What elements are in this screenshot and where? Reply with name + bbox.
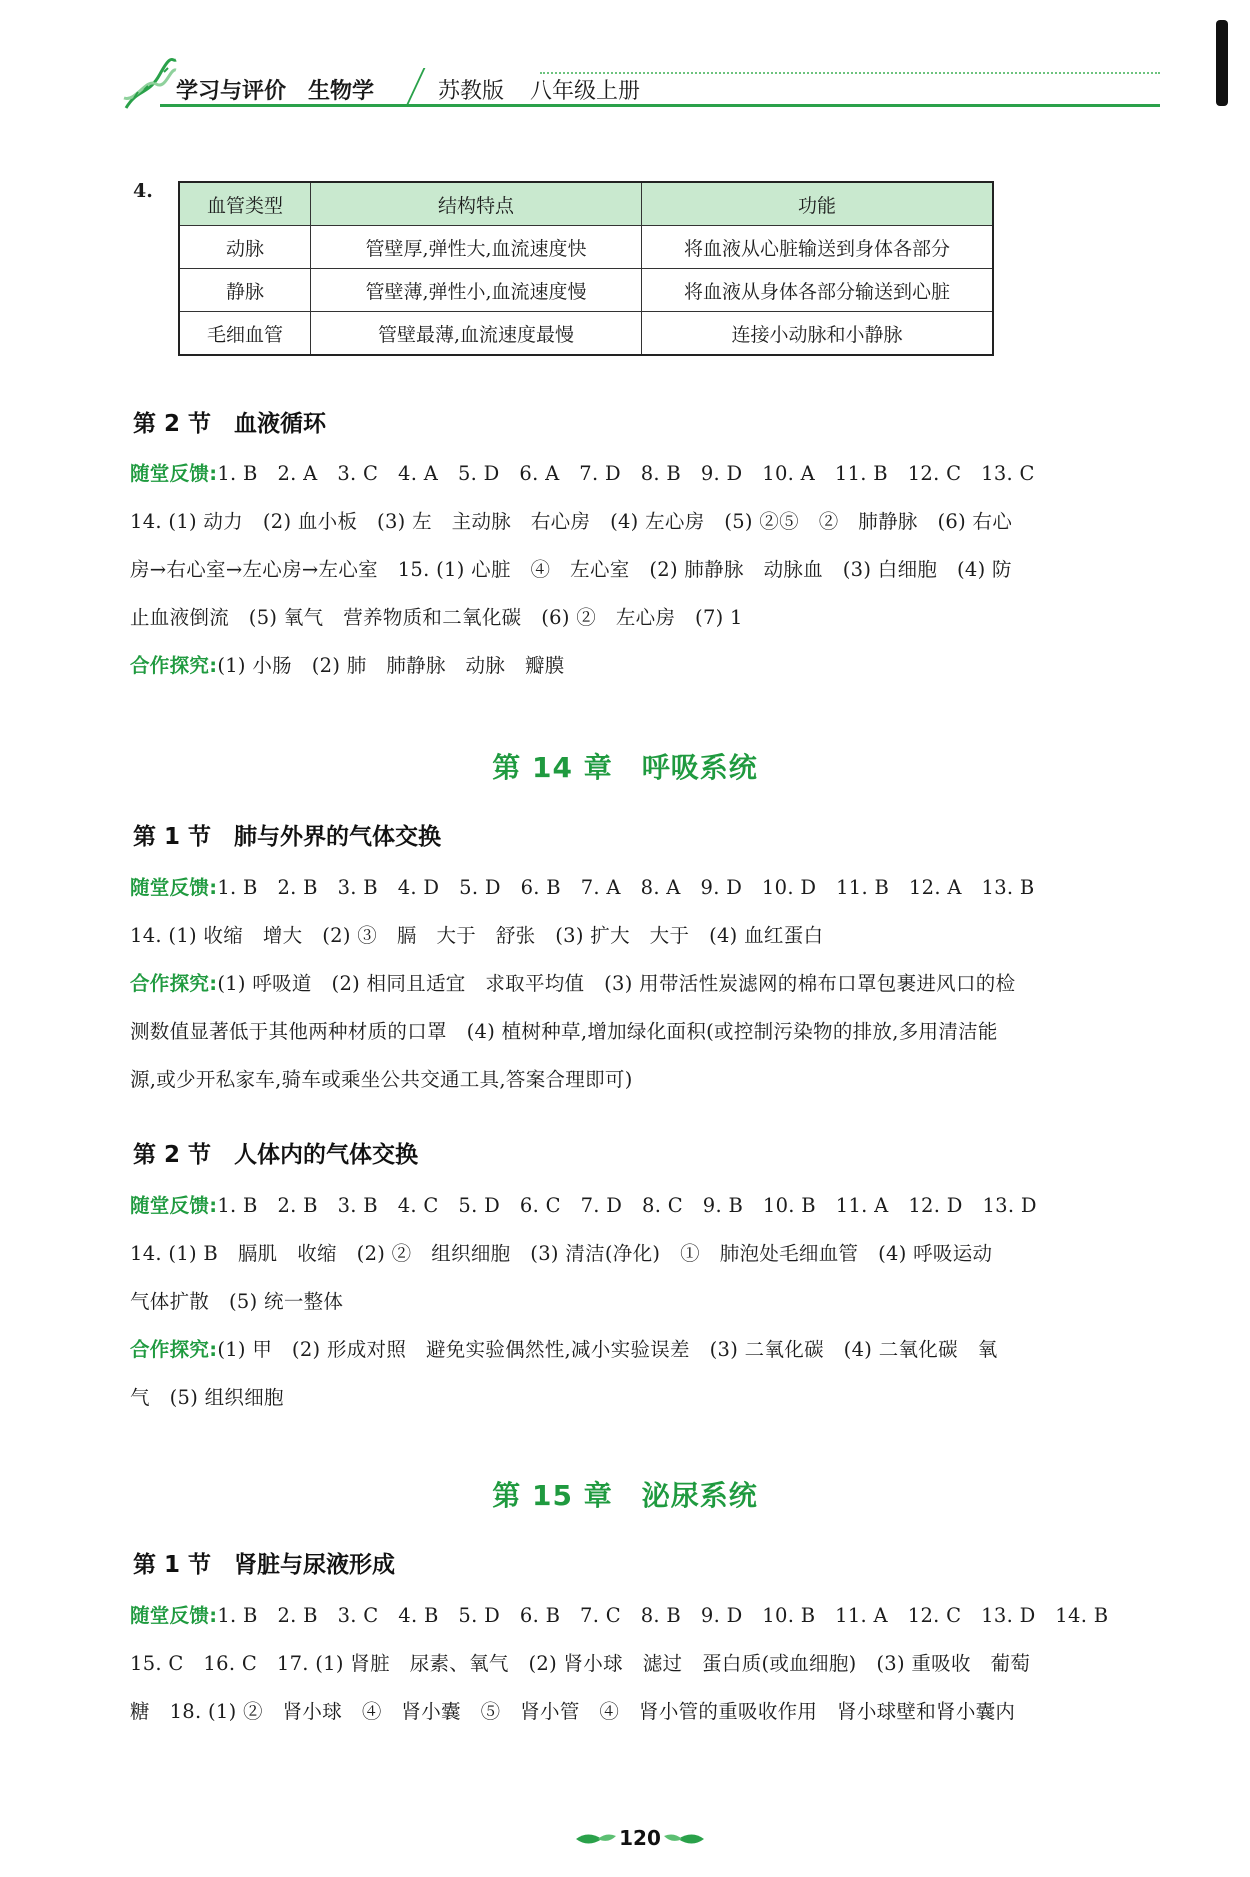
grade-label: 八年级上册 <box>530 79 641 104</box>
answer-line <box>130 650 1170 678</box>
answer-line: 测数值显著低于其他两种材质的口罩 (4) 植树种草,增加绿化面积(或控制污染物的排放,多用清洁能 <box>130 1020 998 1043</box>
table-cell: 动脉 <box>179 226 311 269</box>
table-cell: 将血液从心脏输送到身体各部分 <box>642 226 994 269</box>
answer-text: 1. B 2. B 3. C 4. B 5. D 6. B 7. C 8. B 9. D 10. B 11. A 12. C 13. D 14. B <box>217 1604 1109 1627</box>
table-header-cell: 血管类型 <box>179 182 311 226</box>
table-cell: 静脉 <box>179 269 311 312</box>
answer-line: 14. (1) 动力 (2) 血小板 (3) 左 主动脉 右心房 (4) 左心房 (5) ②⑤ ② 肺静脉 (6) 右心 <box>130 510 1013 533</box>
edition-label: 苏教版 <box>438 79 505 104</box>
feedback-label: 随堂反馈: <box>130 1604 218 1627</box>
explore-label: 合作探究: <box>130 972 218 995</box>
table-cell: 连接小动脉和小静脉 <box>642 312 994 356</box>
table-header-cell: 功能 <box>642 182 994 226</box>
answer-line <box>130 458 1170 486</box>
answer-line: 糖 18. (1) ② 肾小球 ④ 肾小囊 ⑤ 肾小管 ④ 肾小管的重吸收作用 肾小球壁和肾小囊内 <box>130 1700 1016 1723</box>
table-header-row <box>179 182 993 226</box>
explore-label: 合作探究: <box>130 654 218 677</box>
answer-line: 气 (5) 组织细胞 <box>130 1386 284 1409</box>
table-cell: 管壁薄,弹性小,血流速度慢 <box>311 269 642 312</box>
table-row <box>179 312 993 356</box>
table-row <box>179 269 993 312</box>
answer-text: (1) 小肠 (2) 肺 肺静脉 动脉 瓣膜 <box>217 654 565 677</box>
answer-text: 1. B 2. A 3. C 4. A 5. D 6. A 7. D 8. B 9. D 10. A 11. B 12. C 13. C <box>217 462 1035 485</box>
chapter-title-15: 第 15 章 泌尿系统 <box>492 1479 758 1512</box>
header-slash <box>407 68 426 104</box>
subject-title: 生物学 <box>308 79 375 104</box>
answer-line <box>130 872 1170 900</box>
table-header-cell: 结构特点 <box>311 182 642 226</box>
feedback-label: 随堂反馈: <box>130 462 218 485</box>
section-title-body-gas-exchange: 第 2 节 人体内的气体交换 <box>133 1142 419 1168</box>
section-title-lung-gas-exchange: 第 1 节 肺与外界的气体交换 <box>133 824 442 850</box>
blood-vessel-table <box>178 181 994 356</box>
answer-line <box>130 1190 1170 1218</box>
answer-text: 1. B 2. B 3. B 4. C 5. D 6. C 7. D 8. C 9. B 10. B 11. A 12. D 13. D <box>217 1194 1037 1217</box>
answer-line: 止血液倒流 (5) 氧气 营养物质和二氧化碳 (6) ② 左心房 (7) 1 <box>130 606 743 629</box>
page-header <box>120 58 1160 114</box>
table-cell: 管壁最薄,血流速度最慢 <box>311 312 642 356</box>
answer-line: 15. C 16. C 17. (1) 肾脏 尿素、氧气 (2) 肾小球 滤过 蛋白质(或血细胞) (3) 重吸收 葡萄 <box>130 1652 1031 1675</box>
answer-line: 14. (1) 收缩 增大 (2) ③ 膈 大于 舒张 (3) 扩大 大于 (4) 血红蛋白 <box>130 924 824 947</box>
section-title-blood-circulation: 第 2 节 血液循环 <box>133 411 327 437</box>
answer-text: 1. B 2. B 3. B 4. D 5. D 6. B 7. A 8. A 9. D 10. D 11. B 12. A 13. B <box>217 876 1035 899</box>
answer-line <box>130 1334 1170 1362</box>
question-number: 4. <box>133 180 153 202</box>
table-cell: 将血液从身体各部分输送到心脏 <box>642 269 994 312</box>
answer-line: 14. (1) B 膈肌 收缩 (2) ② 组织细胞 (3) 清洁(净化) ① 肺泡处毛细血管 (4) 呼吸运动 <box>130 1242 993 1265</box>
answer-text: (1) 甲 (2) 形成对照 避免实验偶然性,减小实验误差 (3) 二氧化碳 (4) 二氧化碳 氧 <box>217 1338 998 1361</box>
feedback-label: 随堂反馈: <box>130 876 218 899</box>
answer-line <box>130 1600 1170 1628</box>
chapter-title-14: 第 14 章 呼吸系统 <box>492 751 758 784</box>
leaf-right-icon <box>662 1830 706 1848</box>
table-cell: 毛细血管 <box>179 312 311 356</box>
answer-line: 气体扩散 (5) 统一整体 <box>130 1290 344 1313</box>
answer-text: (1) 呼吸道 (2) 相同且适宜 求取平均值 (3) 用带活性炭滤网的棉布口罩包裹进风口的检 <box>217 972 1016 995</box>
answer-line: 房→右心室→左心房→左心室 15. (1) 心脏 ④ 左心室 (2) 肺静脉 动脉血 (3) 白细胞 (4) 防 <box>130 558 1012 581</box>
page-number: 120 <box>619 1826 661 1850</box>
table-cell: 管壁厚,弹性大,血流速度快 <box>311 226 642 269</box>
section-title-kidney-urine: 第 1 节 肾脏与尿液形成 <box>133 1552 396 1578</box>
table-row <box>179 226 993 269</box>
answer-line: 源,或少开私家车,骑车或乘坐公共交通工具,答案合理即可) <box>130 1068 633 1091</box>
feedback-label: 随堂反馈: <box>130 1194 218 1217</box>
scan-edge-mark <box>1216 20 1228 106</box>
explore-label: 合作探究: <box>130 1338 218 1361</box>
book-title: 学习与评价 <box>176 79 287 104</box>
page-footer <box>560 1822 720 1858</box>
answer-line <box>130 968 1170 996</box>
